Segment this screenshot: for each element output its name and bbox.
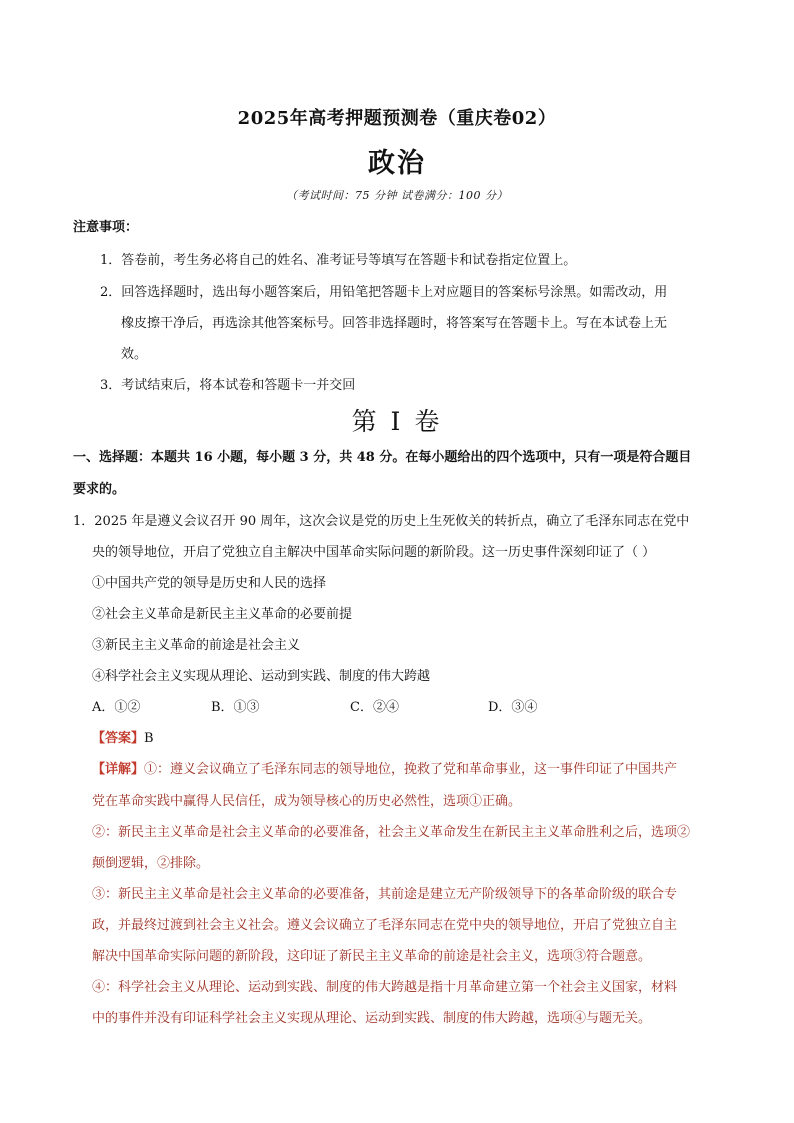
paper-title: 2025年高考押题预测卷（重庆卷02） <box>237 108 557 129</box>
explain-line-5: ③：新民主主义革命是社会主义革命的必要准备，其前途是建立无产阶级领导下的各革命阶级的联合专 <box>92 887 678 902</box>
statement-3: ③新民主主义革命的前途是社会主义 <box>92 638 301 653</box>
option-d: D．③④ <box>488 700 538 715</box>
exam-info: （考试时间：75 分钟 试卷满分：100 分） <box>286 189 508 202</box>
statement-4: ④科学社会主义实现从理论、运动到实践、制度的伟大跨越 <box>92 669 431 684</box>
notice-line-5: 3．考试结束后，将本试卷和答题卡一并交回 <box>100 378 356 393</box>
section-instruction-line-1: 一、选择题：本题共 16 小题，每小题 3 分，共 48 分。在每小题给出的四个选项中，只有一项是符合题目 <box>73 450 692 465</box>
option-b: B．①③ <box>211 700 260 715</box>
section-instruction-line-2: 要求的。 <box>73 482 126 497</box>
explain-line-8: ④：科学社会主义从理论、运动到实践、制度的伟大跨越是指十月革命建立第一个社会主义国家，材料 <box>92 980 678 995</box>
answer-tag: 【答案】 <box>92 731 145 746</box>
notice-line-4: 效。 <box>121 347 148 362</box>
explain-line-2: 党在革命实践中赢得人民信任，成为领导核心的历史必然性，选项①正确。 <box>92 794 522 809</box>
answer-line <box>92 727 154 746</box>
statement-2: ②社会主义革命是新民主主义革命的必要前提 <box>92 607 353 622</box>
option-c: C．②④ <box>350 700 399 715</box>
explain-line-4: 颠倒逻辑，②排除。 <box>92 856 210 871</box>
question-stem-line-2: 央的领导地位，开启了党独立自主解决中国革命实际问题的新阶段。这一历史事件深刻印证了（ ） <box>92 545 656 560</box>
explain-tag: 【详解】 <box>92 762 145 777</box>
explain-line-6: 政，并最终过渡到社会主义社会。遵义会议确立了毛泽东同志在党中央的领导地位，开启了党独立自主 <box>92 918 678 933</box>
explain-text-1: ①：遵义会议确立了毛泽东同志的领导地位，挽救了党和革命事业，这一事件印证了中国共产 <box>144 762 678 777</box>
statement-1: ①中国共产党的领导是历史和人民的选择 <box>92 576 327 591</box>
notice-line-2: 2．回答选择题时，选出每小题答案后，用铅笔把答题卡上对应题目的答案标号涂黑。如需改动，用 <box>100 285 668 300</box>
explain-line-1 <box>92 758 677 777</box>
explain-line-7: 解决中国革命实际问题的新阶段，这印证了新民主主义革命的前途是社会主义，选项③符合题意。 <box>92 949 652 964</box>
explain-line-3: ②：新民主主义革命是社会主义革命的必要准备，社会主义革命发生在新民主主义革命胜利之后，选项② <box>92 825 691 840</box>
answer-value: B <box>144 731 154 746</box>
notice-title: 注意事项： <box>73 220 139 235</box>
notice-line-1: 1．答卷前，考生务必将自己的姓名、准考证号等填写在答题卡和试卷指定位置上。 <box>100 253 577 268</box>
notice-line-3: 橡皮擦干净后，再选涂其他答案标号。回答非选择题时，将答案写在答题卡上。写在本试卷上无 <box>121 316 668 331</box>
subject-title: 政治 <box>368 148 426 179</box>
question-stem-line-1: 1．2025 年是遵义会议召开 90 周年，这次会议是党的历史上生死攸关的转折点，确立了毛泽东同志在党中 <box>73 514 690 529</box>
section-title: 第 I 卷 <box>351 407 443 436</box>
explain-line-9: 中的事件并没有印证科学社会主义实现从理论、运动到实践、制度的伟大跨越，选项④与题无关。 <box>92 1011 652 1026</box>
option-a: A．①② <box>92 700 141 715</box>
